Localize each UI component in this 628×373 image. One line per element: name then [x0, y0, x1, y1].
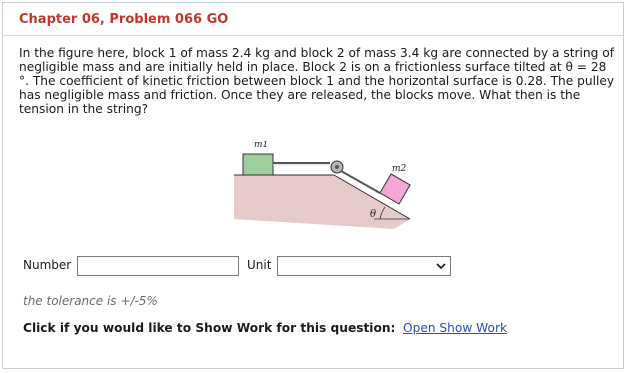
- problem-text: In the figure here, block 1 of mass 2.4 kg and block 2 of mass 3.4 kg are connected by a string of negligible mass and are initially held in place. Block 2 is on a frictionless surface tilted at θ = 28 °. The coefficient of kinetic friction between block 1 and the horizontal surface is 0.28. The pulley has negligible mass and friction. Once they are released, the blocks move. What then is the tension in the string?: [19, 46, 615, 116]
- question-panel: [2, 2, 624, 369]
- block-1: [243, 154, 273, 175]
- unit-label: Unit: [247, 258, 272, 272]
- title-divider: [3, 35, 623, 36]
- number-input[interactable]: [77, 256, 239, 276]
- label-theta: θ: [370, 209, 377, 220]
- question-title: Chapter 06, Problem 066 GO: [19, 12, 229, 27]
- number-label: Number: [23, 258, 72, 272]
- label-m1: m1: [254, 141, 269, 150]
- label-m2: m2: [392, 164, 407, 174]
- block-2: [380, 174, 410, 204]
- show-work-prompt: Click if you would like to Show Work for this question:: [23, 321, 396, 335]
- open-show-work-link[interactable]: Open Show Work: [403, 321, 508, 335]
- chevron-down-icon: [436, 261, 446, 271]
- ground-surface: [234, 175, 410, 229]
- unit-select[interactable]: [277, 256, 451, 276]
- tolerance-text: the tolerance is +/-5%: [23, 294, 158, 308]
- problem-figure: [234, 141, 419, 236]
